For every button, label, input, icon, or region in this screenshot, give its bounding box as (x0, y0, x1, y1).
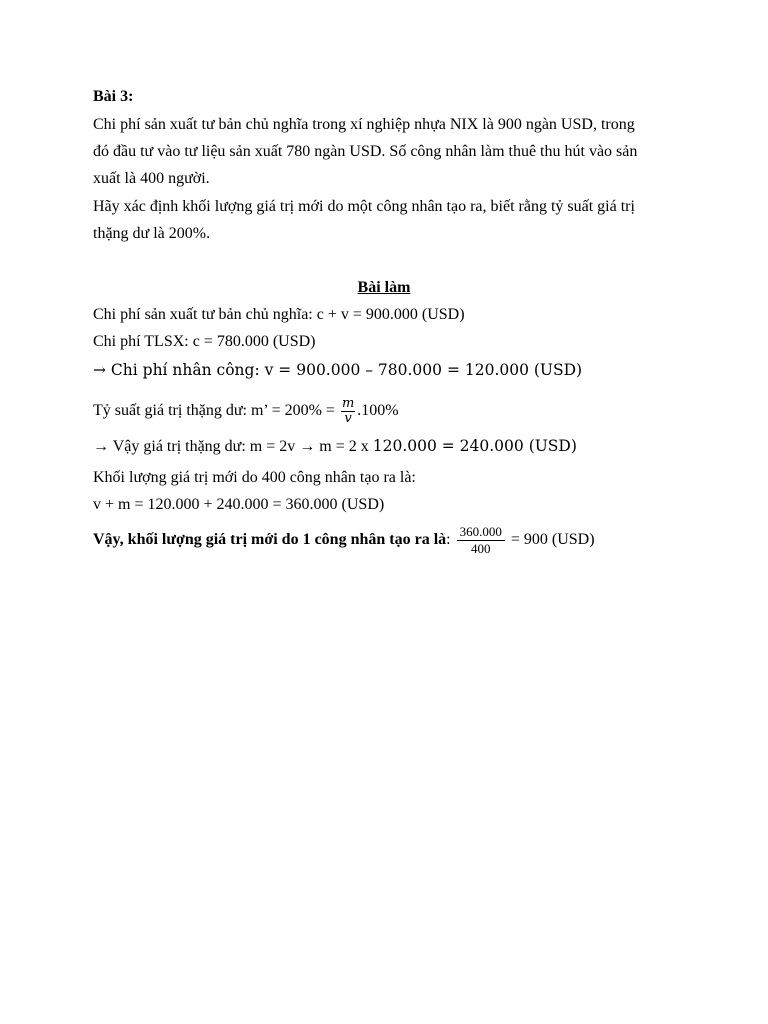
labor-prefix: → Chi phí nhân công: (93, 361, 265, 379)
conclusion-prefix: Vậy, khối lượng giá trị mới do 1 công nhân tạo ra là (93, 531, 447, 548)
surplus-prefix: → Vậy giá trị thặng dư: m = 2v → m = 2 x (93, 438, 373, 455)
conclusion-denominator: 400 (470, 540, 491, 556)
volume-calc: v + m = 120.000 + 240.000 = 360.000 (USD) (93, 496, 385, 513)
rate-numerator: m (341, 395, 355, 411)
surplus-rest: 120.000 = 240.000 (USD) (372, 437, 577, 455)
problem-title: Bài 3: (93, 88, 134, 105)
rate-fraction (341, 397, 355, 426)
rate-prefix: Tỷ suất giá trị thặng dư: m’ = 200% = (93, 402, 339, 419)
conclusion-line (93, 522, 595, 558)
tlsx-line: Chi phí TLSX: c = 780.000 (USD) (93, 333, 316, 350)
problem-line-3: xuất là 400 người. (93, 170, 210, 187)
problem-line-2: đó đầu tư vào tư liệu sản xuất 780 ngàn USD. Số công nhân làm thuê thu hút vào sản (93, 143, 638, 160)
labor-formula: v = 900.000 – 780.000 = 120.000 (USD) (264, 361, 583, 379)
rate-denominator: v (344, 410, 352, 426)
conclusion-fraction (457, 524, 505, 557)
rate-suffix: .100% (357, 402, 399, 419)
solution-heading (0, 278, 768, 298)
conclusion-result: = 900 (USD) (506, 531, 595, 548)
conclusion-colon: : (446, 531, 451, 548)
surplus-line (93, 436, 577, 457)
cost-line: Chi phí sản xuất tư bản chủ nghĩa: c + v = 900.000 (USD) (93, 306, 465, 323)
problem-line-1: Chi phí sản xuất tư bản chủ nghĩa trong xí nghiệp nhựa NIX là 900 ngàn USD, trong (93, 116, 635, 133)
volume-line: Khối lượng giá trị mới do 400 công nhân tạo ra là: (93, 469, 416, 486)
problem-line-4: Hãy xác định khối lượng giá trị mới do một công nhân tạo ra, biết rằng tỷ suất giá trị (93, 198, 635, 215)
solution-heading-text: Bài làm (357, 279, 411, 296)
problem-line-5: thặng dư là 200%. (93, 225, 211, 242)
rate-line (93, 396, 399, 426)
labor-line (93, 360, 582, 381)
conclusion-numerator: 360.000 (457, 524, 505, 541)
